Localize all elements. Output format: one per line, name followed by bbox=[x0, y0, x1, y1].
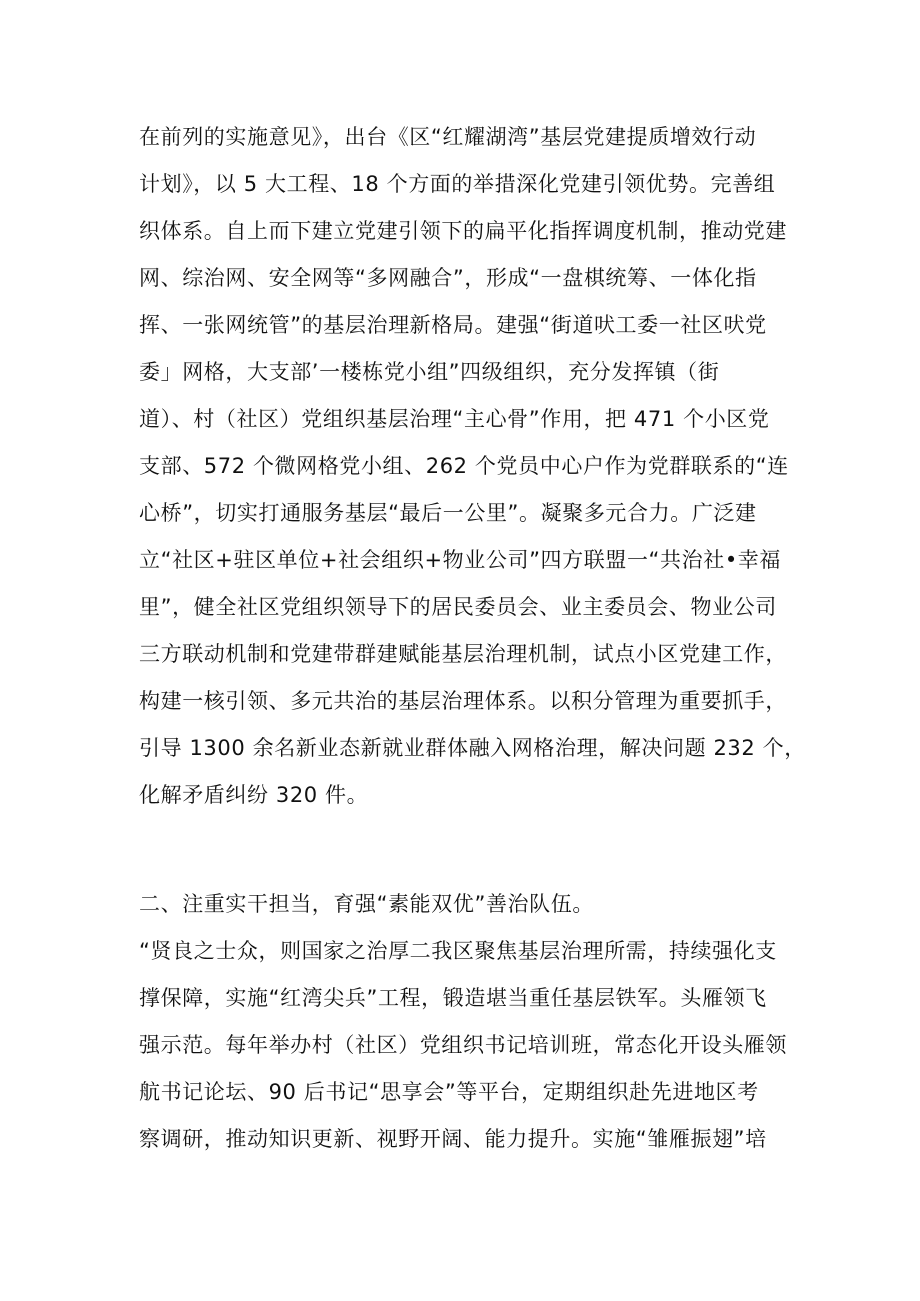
paragraph-1-line-7: 道）、村（社区）党组织基层治理“主心骨”作用，把 471 个小区党 bbox=[139, 407, 770, 431]
paragraph-2-line-3: 强示范。每年举办村（社区）党组织书记培训班，常态化开设头雁领 bbox=[139, 1033, 787, 1057]
paragraph-2-line-5: 察调研，推动知识更新、视野开阔、能力提升。实施“雏雁振翅”培 bbox=[139, 1127, 767, 1151]
paragraph-1-line-2: 计划》，以 5 大工程、18 个方面的举措深化党建引领优势。完善组 bbox=[139, 172, 776, 196]
paragraph-1-line-11: 里”，健全社区党组织领导下的居民委员会、业主委员会、物业公司 bbox=[139, 595, 777, 619]
paragraph-2-line-2: 撑保障，实施“红湾尖兵”工程，锻造堪当重任基层铁军。头雁领飞 bbox=[139, 986, 767, 1010]
paragraph-1-line-12: 三方联动机制和党建带群建赋能基层治理机制，试点小区党建工作， bbox=[139, 642, 787, 666]
paragraph-1-line-13: 构建一核引领、多元共治的基层治理体系。以积分管理为重要抓手， bbox=[139, 689, 787, 713]
paragraph-1-line-9: 心桥”，切实打通服务基层“最后一公里”。凝聚多元合力。广泛建 bbox=[139, 501, 757, 525]
paragraph-1-line-15: 化解矛盾纠纷 320 件。 bbox=[139, 783, 369, 807]
paragraph-2-line-1: “贤良之士众，则国家之治厚二我区聚焦基层治理所需，持续强化支 bbox=[139, 939, 777, 963]
section-heading: 二、注重实干担当，育强“素能双优”善治队伍。 bbox=[139, 892, 594, 916]
paragraph-1-line-1: 在前列的实施意见》，出台《区“红耀湖湾”基层党建提质增效行动 bbox=[139, 125, 757, 149]
paragraph-1-line-8: 支部、572 个微网格党小组、262 个党员中心户作为党群联系的“连 bbox=[139, 454, 789, 478]
paragraph-1-line-4: 网、综治网、安全网等“多网融合”，形成“一盘棋统筹、一体化指 bbox=[139, 266, 757, 290]
paragraph-1-line-5: 挥、一张网统管”的基层治理新格局。建强“街道吠工委一社区吠党 bbox=[139, 313, 767, 337]
paragraph-1-line-3: 织体系。自上而下建立党建引领下的扁平化指挥调度机制，推动党建 bbox=[139, 219, 787, 243]
paragraph-1-line-6: 委」网格，大支部’一楼栋党小组”四级组织，充分发挥镇（街 bbox=[139, 360, 720, 384]
paragraph-1-line-10: 立“社区+驻区单位+社会组织+物业公司”四方联盟一“共治社•幸福 bbox=[139, 548, 782, 572]
paragraph-2-line-4: 航书记论坛、90 后书记“思享会”等平台，定期组织赴先进地区考 bbox=[139, 1080, 759, 1104]
paragraph-1-line-14: 引导 1300 余名新业态新就业群体融入网格治理，解决问题 232 个， bbox=[139, 736, 806, 760]
